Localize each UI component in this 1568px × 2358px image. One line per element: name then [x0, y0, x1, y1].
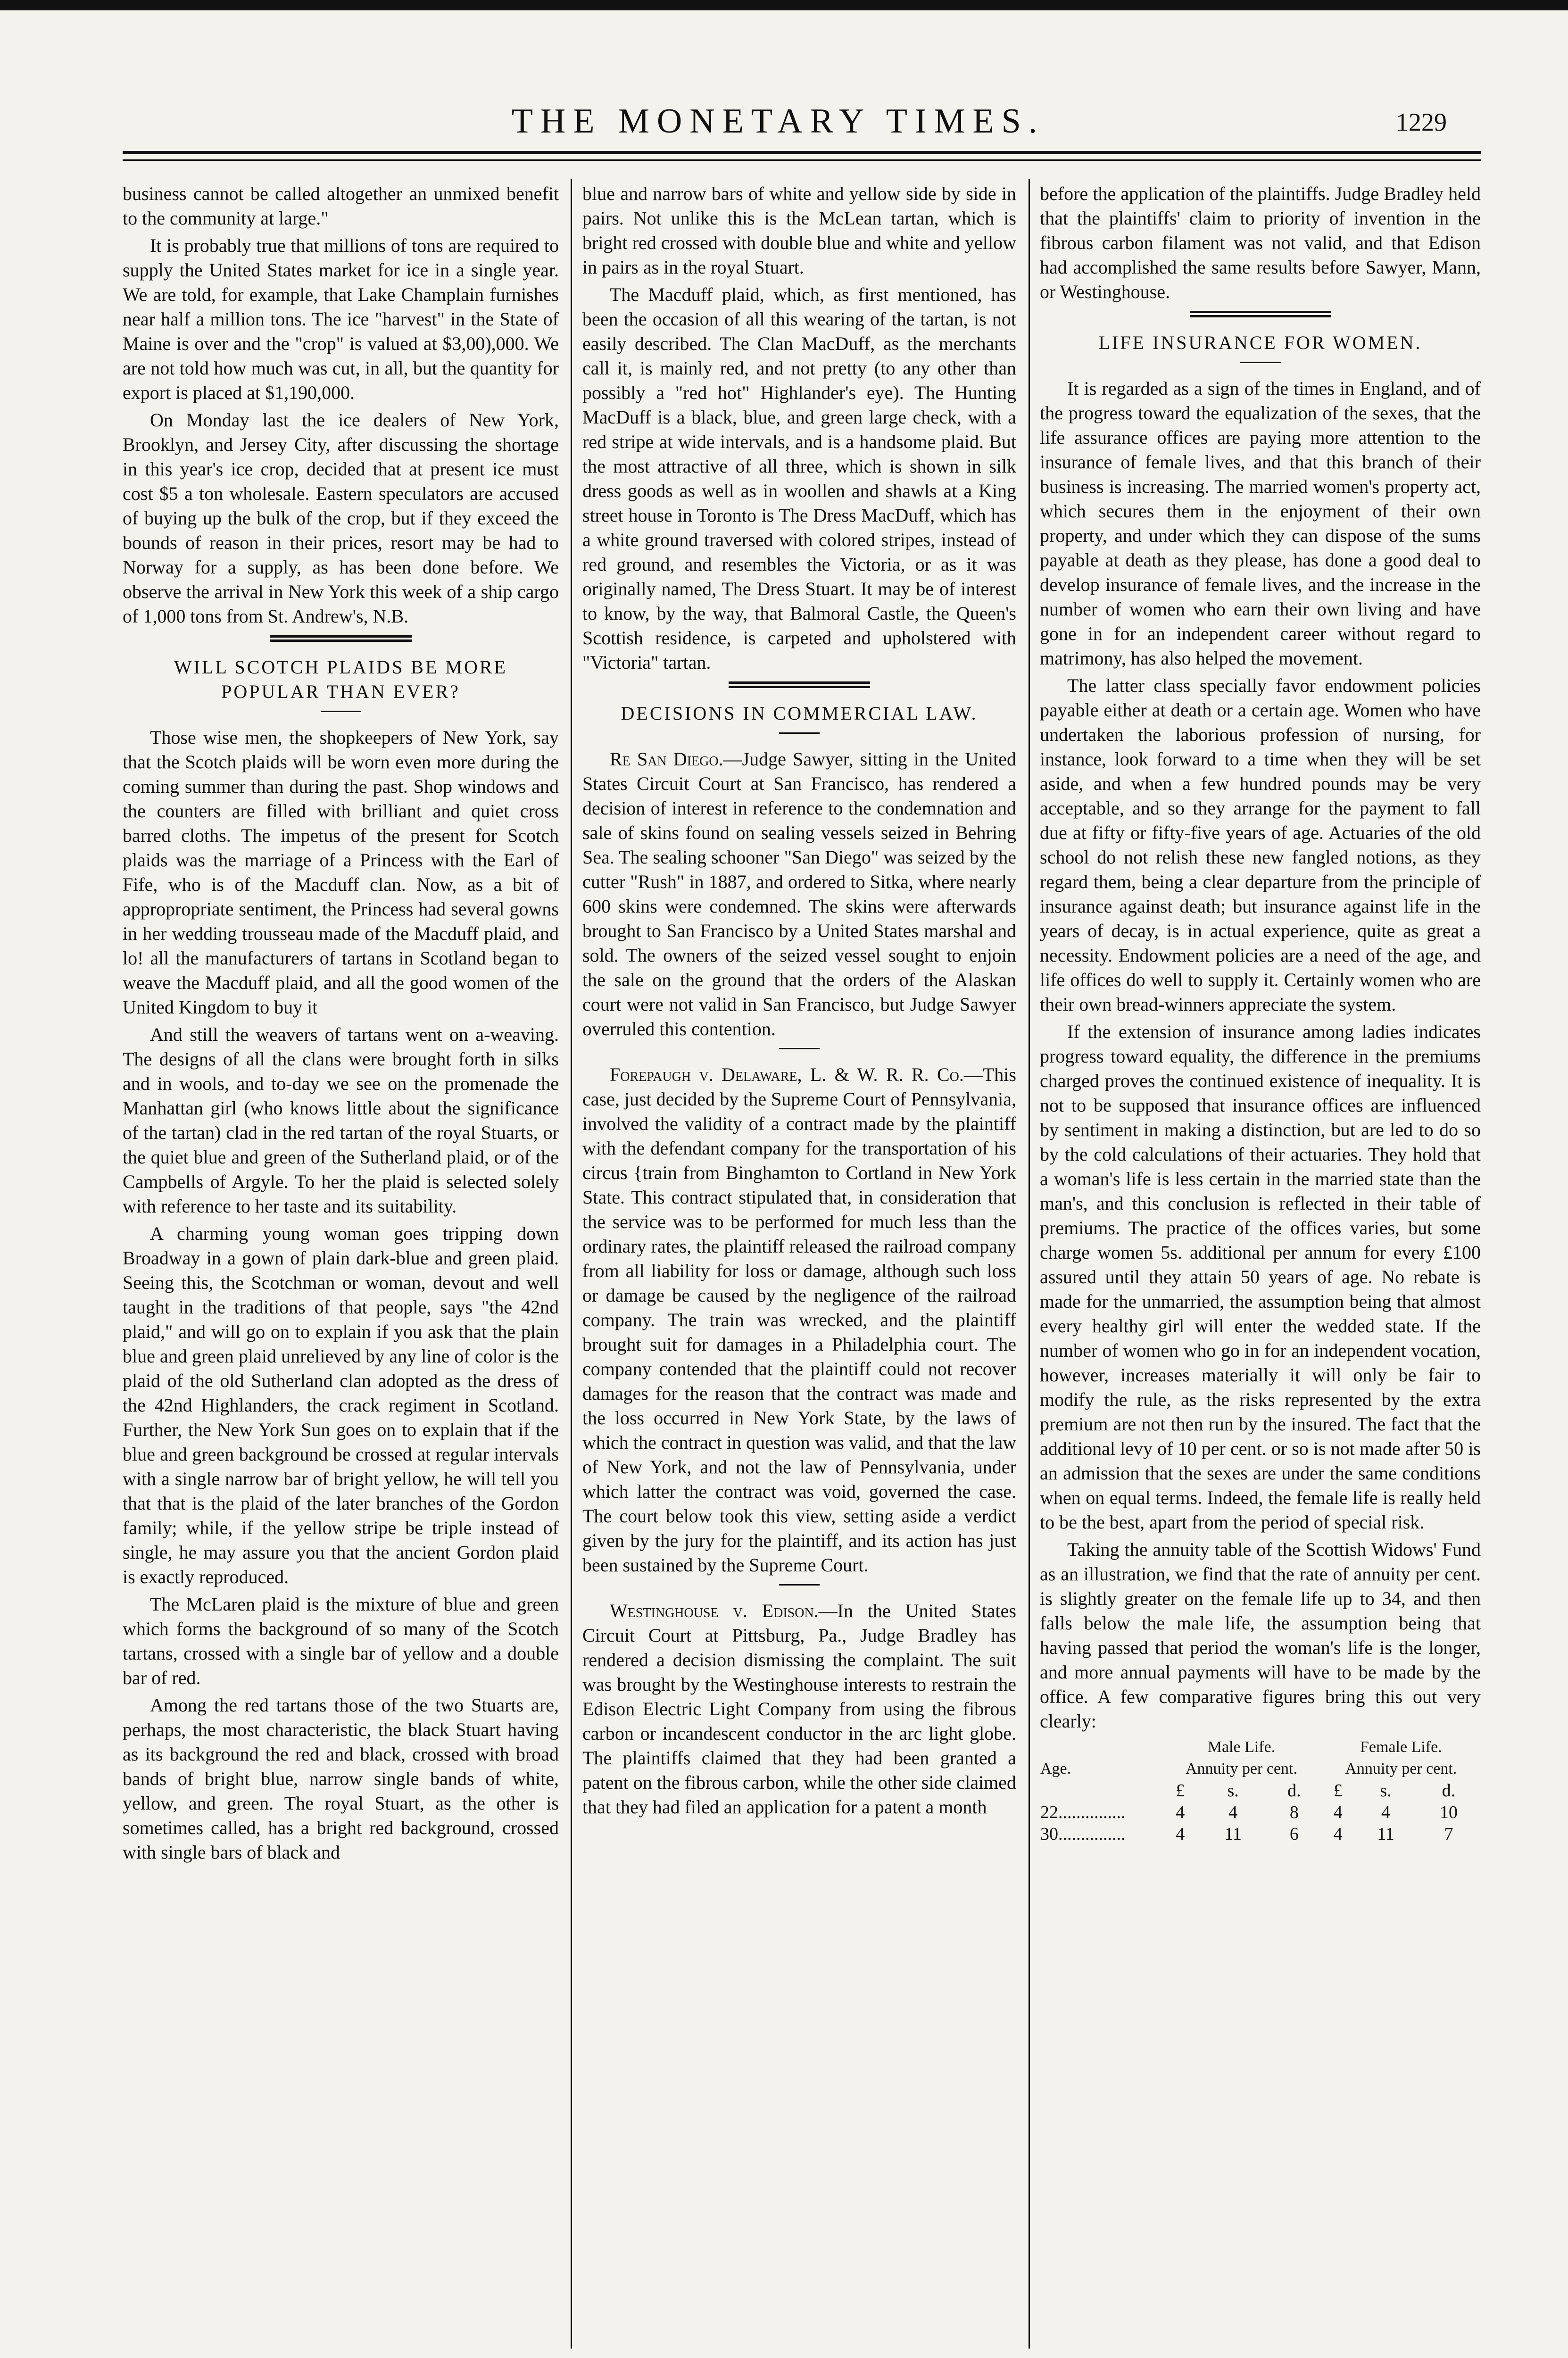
- female-annuity-subheader: Annuity per cent.: [1345, 1760, 1457, 1777]
- column-2: [582, 182, 1016, 1819]
- female-shillings: 11: [1377, 1824, 1394, 1844]
- section-separator: [270, 635, 412, 642]
- case-title: Re San Diego.: [610, 748, 723, 770]
- age-cell: 30: [1040, 1824, 1058, 1844]
- heading-dash: [321, 711, 361, 712]
- paragraph: The latter class specially favor endowment policies payable either at death or a certain age. Women who have undertaken the laborious profession of nursing, for instance, look forward to a time when they will be set aside, and when a few hundred pounds may be very acceptable, and so they arrange for the payment to fall due at fifty or fifty-five years of age. Actuaries of the old school do not relish these new fangled notions, as they regard them, being a clear departure from the principle of insurance against death; but insurance against life in the years of decay, is in actual experience, quite as great a necessity. Endowment policies are a need of the age, and life offices do well to supply it. Certainly women who are their own bread-winners appreciate the system.: [1040, 675, 1481, 1015]
- page-number: 1229: [1396, 108, 1447, 136]
- female-life-header: Female Life.: [1360, 1738, 1442, 1756]
- age-cell: 22: [1040, 1802, 1058, 1822]
- case-paragraph: [582, 1063, 1016, 1578]
- paragraph: On Monday last the ice dealers of New York, Brooklyn, and Jersey City, after discussing the shortage in this year's ice crop, decided that at present ice must cost $5 a ton wholesale. Eastern speculators are accused of buying up the bulk of the crop, but if they exceed the bounds of reason in their prices, resort may be had to Norway for a supply, as has been done before. We observe the arrival in New York this week of a ship cargo of 1,000 tons from St. Andrew's, N.B.: [123, 409, 559, 627]
- dot-leader: ...............: [1058, 1802, 1126, 1822]
- article-heading: DECISIONS IN COMMERCIAL LAW.: [621, 703, 978, 724]
- male-shillings: 11: [1224, 1824, 1242, 1844]
- female-pounds: 4: [1333, 1802, 1343, 1822]
- table-row: [1040, 1802, 1481, 1823]
- paragraph: If the extension of insurance among ladies indicates progress toward equality, the difference in the premiums charged proves the continued existence of inequality. It is not to be supposed that insurance offices are influenced by sentiment in making a distinction, but are led to do so by the cold calculations of their actuaries. They hold that a woman's life is less certain in the married state than the man's, and this conclusion is reflected in their table of premiums. The practice of the offices varies, but some charge women 5s. additional per annum for every £100 assured until they attain 50 years of age. No rebate is made for the unmarried, the assumption being that almost every healthy girl will enter the wedded state. If the number of women who go in for an independent vocation, however, increases materially it will only be fair to modify the rule, as the risks represented by the extra premium are not then run by the insured. The fact that the additional levy of 10 per cent. or so is not made after 50 is an admission that the sexes are under the same conditions when on equal terms. Indeed, the female life is really held to be the best, apart from the period of special risk.: [1040, 1021, 1481, 1533]
- male-annuity-subheader: Annuity per cent.: [1185, 1760, 1297, 1777]
- column-rule-2: [1029, 179, 1030, 2349]
- pence-unit: d.: [1442, 1781, 1456, 1801]
- male-pounds: 4: [1176, 1824, 1185, 1844]
- male-shillings: 4: [1228, 1802, 1238, 1822]
- unit-row: [1040, 1780, 1481, 1802]
- masthead-rule-top: [123, 151, 1481, 154]
- shillings-unit: s.: [1227, 1781, 1239, 1801]
- paragraph: Those wise men, the shopkeepers of New York, say that the Scotch plaids will be worn even more during the coming summer than during the past. Shop windows and the counters are filled with brilliant and quiet cross barred cloths. The impetus of the present for Scotch plaids was the marriage of a Princess with the Earl of Fife, who is of the Macduff clan. Now, as a bit of appropropriate sentiment, the Princess had several gowns in her wedding trousseau made of the Macduff plaid, and lo! all the manufacturers of tartans in Scotland began to weave the Macduff plaid, and all the good women of the United Kingdom to buy it: [123, 727, 559, 1018]
- paragraph: Taking the annuity table of the Scottish Widows' Fund as an illustration, we find that the rate of annuity per cent. is slightly greater on the female life up to 34, and then falls below the male life, the assumption being that having passed that period the woman's life is the longer, and more annual payments will have to be made by the office. A few comparative figures bring this out very clearly:: [1040, 1539, 1481, 1732]
- female-pence: 10: [1440, 1802, 1458, 1822]
- age-column-header: Age.: [1040, 1760, 1071, 1777]
- paragraph: The McLaren plaid is the mixture of blue and green which forms the background of so many of the Scotch tartans, crossed with a single bar of yellow and a double bar of red.: [123, 1594, 559, 1688]
- male-pence: 6: [1289, 1824, 1299, 1844]
- case-text: —In the United States Circuit Court at Pittsburg, Pa., Judge Bradley has rendered a decision dismissing the complaint. The suit was brought by the Westinghouse interests to restrain the Edison Electric Light Company from using the fibrous carbon or incandescent conductor in the arc light globe. The plaintiffs claimed that they had been granted a patent on the fibrous carbon, while the other side claimed that they had filed an application for a patent a month: [582, 1600, 1016, 1818]
- top-edge-bar: [0, 0, 1568, 10]
- article-heading: WILL SCOTCH PLAIDS BE MORE POPULAR THAN EVER?: [174, 656, 507, 702]
- section-separator: [1190, 311, 1331, 317]
- article-heading: LIFE INSURANCE FOR WOMEN.: [1098, 332, 1422, 353]
- paragraph: before the application of the plaintiffs. Judge Bradley held that the plaintiffs' claim to priority of invention in the fibrous carbon filament was not valid, and that Edison had accomplished the same results before Sawyer, Mann, or Westinghouse.: [1040, 183, 1481, 302]
- male-life-header: Male Life.: [1207, 1738, 1276, 1756]
- heading-dash: [779, 732, 820, 734]
- column-3: [1040, 182, 1481, 1845]
- pounds-unit: £: [1333, 1781, 1343, 1801]
- male-pence: 8: [1289, 1802, 1299, 1822]
- pounds-unit: £: [1176, 1781, 1185, 1801]
- case-paragraph: [582, 747, 1016, 1041]
- female-pounds: 4: [1333, 1824, 1343, 1844]
- section-separator: [729, 681, 870, 688]
- shillings-unit: s.: [1380, 1781, 1392, 1801]
- female-shillings: 4: [1381, 1802, 1390, 1822]
- case-separator: [779, 1048, 820, 1049]
- case-text: —This case, just decided by the Supreme Court of Pennsylvania, involved the validity of a contract made by the plaintiff with the defendant company for the transportation of his circus {train from Binghamton to Cortland in New York State. This contract stipulated that, in consideration that the service was to be performed for much less than the ordinary rates, the plaintiff released the railroad company from all liability for loss or damage, although such loss or damage be caused by the negligence of the railroad company. The train was wrecked, and the plaintiff brought suit for damages in a Philadelphia court. The company contended that the plaintiff could not recover damages for the reason that the contract was made and the loss occurred in New York State, by the laws of which the contract in question was valid, and that the law of New York, and not the law of Pennsylvania, under which latter the contract was void, governed the case. The court below took this view, setting aside a verdict given by the jury for the plaintiff, and its action has just been sustained by the Supreme Court.: [582, 1064, 1016, 1576]
- paragraph: The Macduff plaid, which, as first mentioned, has been the occasion of all this wearing of the tartan, is not easily described. The Clan MacDuff, as the merchants call it, is mainly red, and not pretty (to any other than possibly a "red hot" Highlander's eye). The Hunting MacDuff is a black, blue, and green large check, with a red stripe at wide intervals, and is a handsome plaid. But the most attractive of all three, which is shown in silk dress goods as well as in woollen and shawls at a King street house in Toronto is The Dress MacDuff, which has a white ground traversed with colored stripes, instead of red ground, and resembles the Victoria, or as it was originally named, The Dress Stuart. It may be of interest to know, by the way, that Balmoral Castle, the Queen's Scottish residence, is carpeted and upholstered with "Victoria" tartan.: [582, 284, 1016, 673]
- paragraph: Among the red tartans those of the two Stuarts are, perhaps, the most characteristic, the black Stuart having as its background the red and black, crossed with broad bands of bright blue, narrow single bands of white, yellow, and green. The royal Stuart, as the other is sometimes called, has a bright red background, crossed with single bars of black and: [123, 1694, 559, 1863]
- masthead-rule-bottom: [123, 159, 1481, 161]
- male-pounds: 4: [1176, 1802, 1185, 1822]
- paragraph: A charming young woman goes tripping down Broadway in a gown of plain dark-blue and green plaid. Seeing this, the Scotchman or woman, devout and well taught in the traditions of that people, says "the 42nd plaid," and will go on to explain if you ask that the plain blue and green plaid unrelieved by any line of color is the plaid of the old Sutherland clan adopted as the dress of the 42nd Highlanders, the crack regiment in Scotland. Further, the New York Sun goes on to explain that if the blue and green background be crossed at regular intervals with a single narrow bar of bright yellow, he will tell you that that is the plaid of the later branches of the Gordon family; while, if the yellow stripe be triple instead of single, he may assure you that the ancient Gordon plaid is exactly reproduced.: [123, 1223, 559, 1587]
- table-row: [1040, 1823, 1481, 1845]
- dot-leader: ...............: [1058, 1824, 1126, 1844]
- paragraph: It is regarded as a sign of the times in England, and of the progress toward the equalization of the sexes, that the life assurance offices are paying more attention to the insurance of female lives, and that this branch of their business is increasing. The married women's property act, which secures them in the enjoyment of their own property, and under which they can dispose of the sums payable at death as they please, has done a good deal to develop insurance of female lives, and the increase in the number of women who earn their own living and have gone in for an independent career without regard to matrimony, has also helped the movement.: [1040, 378, 1481, 669]
- case-separator: [779, 1584, 820, 1586]
- paragraph: It is probably true that millions of tons are required to supply the United States market for ice in a single year. We are told, for example, that Lake Champlain furnishes near half a million tons. The ice "harvest" in the State of Maine is over and the "crop" is valued at $3,00),000. We are not told how much was cut, in all, but the quantity for export is placed at $1,190,000.: [123, 235, 559, 403]
- column-1: [123, 182, 559, 1865]
- case-title: Westinghouse v. Edison.: [610, 1600, 819, 1621]
- column-rule-1: [571, 179, 572, 2349]
- paragraph: blue and narrow bars of white and yellow side by side in pairs. Not unlike this is the McLean tartan, which is bright red crossed with double blue and white and yellow in pairs as in the royal Stuart.: [582, 183, 1016, 278]
- annuity-table: [1040, 1736, 1481, 1845]
- heading-dash: [1240, 362, 1281, 363]
- paragraph: And still the weavers of tartans went on a-weaving. The designs of all the clans were brought forth in silks and in wools, and to-day we see on the promenade the Manhattan girl (who knows little about the significance of the tartan) clad in the red tartan of the royal Stuarts, or the quiet blue and green of the Sutherland plaid, or of the Campbells of Argyle. To her the plaid is selected solely with reference to her taste and its suitability.: [123, 1024, 559, 1217]
- case-title: Forepaugh v. Delaware, L. & W. R. R. Co.: [610, 1064, 964, 1085]
- female-pence: 7: [1444, 1824, 1453, 1844]
- masthead-title: THE MONETARY TIMES.: [511, 102, 1045, 141]
- paragraph: business cannot be called altogether an unmixed benefit to the community at large.": [123, 183, 559, 229]
- case-paragraph: [582, 1599, 1016, 1819]
- case-text: —Judge Sawyer, sitting in the United States Circuit Court at San Francisco, has rendered a decision of interest in reference to the condemnation and sale of skins found on sealing vessels seized in Behring Sea. The sealing schooner "San Diego" was seized by the cutter "Rush" in 1887, and ordered to Sitka, where nearly 600 skins were condemned. The skins were afterwards brought to San Francisco by a United States marshal and sold. The owners of the seized vessel sought to enjoin the sale on the ground that the orders of the Alaskan court were not valid in San Francisco, but Judge Sawyer overruled this contention.: [582, 748, 1016, 1039]
- pence-unit: d.: [1287, 1781, 1301, 1801]
